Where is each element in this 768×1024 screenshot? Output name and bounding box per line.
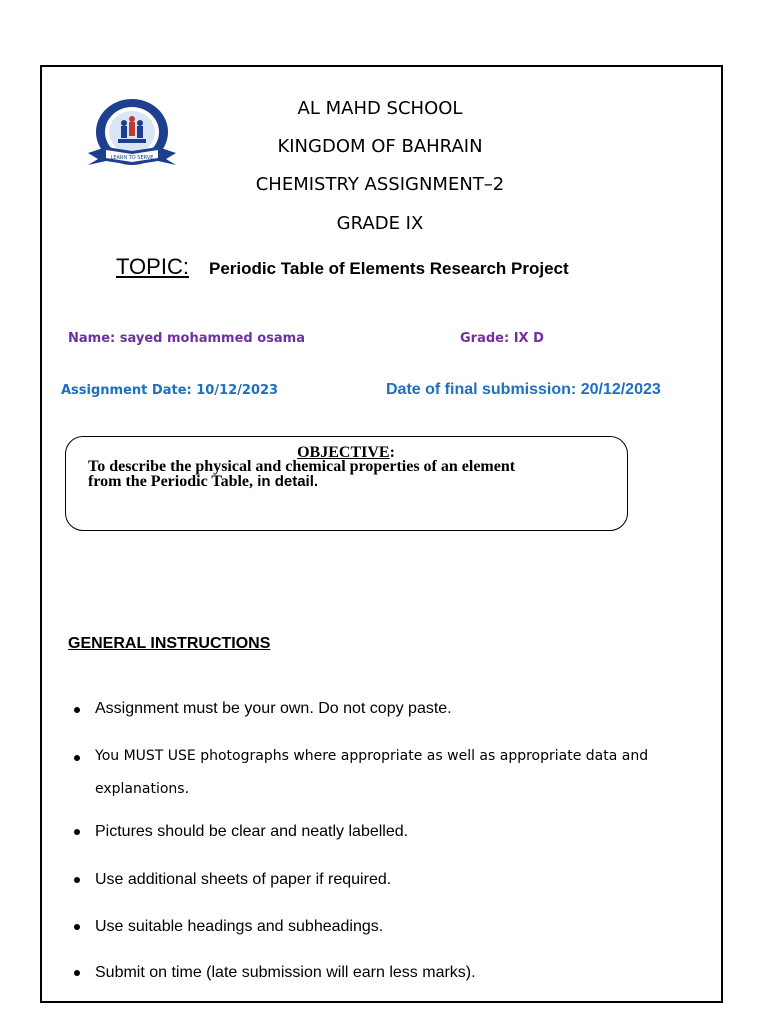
instruction-item: You MUST USE photographs where appropriate as well as appropriate data and	[95, 748, 649, 764]
bullet-icon	[74, 829, 80, 835]
instructions-heading: GENERAL INSTRUCTIONS	[68, 635, 271, 652]
bullet-icon	[74, 924, 80, 930]
logo-ribbon-text: LEARN TO SERVE	[110, 155, 154, 161]
school-logo	[82, 95, 182, 173]
objective-line-1: To describe the physical and chemical properties of an element	[88, 458, 516, 475]
instruction-item: Use suitable headings and subheadings.	[95, 918, 384, 935]
assignment-title: CHEMISTRY ASSIGNMENT–2	[255, 174, 505, 195]
objective-title-colon: :	[389, 444, 395, 461]
bullet-icon	[74, 755, 80, 761]
bullet-icon	[74, 707, 80, 713]
instruction-item-continued: explanations.	[95, 781, 190, 797]
assignment-date: Assignment Date: 10/12/2023	[61, 383, 279, 398]
instruction-item: Pictures should be clear and neatly labelled.	[95, 823, 409, 840]
topic-text: Periodic Table of Elements Research Project	[209, 259, 569, 278]
final-submission-date: Date of final submission: 20/12/2023	[386, 381, 661, 398]
objective-line-2	[88, 474, 318, 490]
student-name: Name: sayed mohammed osama	[68, 331, 305, 346]
objective-title-text: OBJECTIVE	[297, 444, 390, 461]
school-name: AL MAHD SCHOOL	[297, 98, 463, 119]
objective-line-2-start: from the Periodic Table,	[88, 473, 254, 490]
objective-line-2-end: in detail.	[253, 473, 319, 490]
bullet-icon	[74, 877, 80, 883]
instruction-item: Use additional sheets of paper if required.	[95, 871, 392, 888]
page-border	[40, 65, 723, 1003]
bullet-icon	[74, 970, 80, 976]
instruction-item: Assignment must be your own. Do not copy paste.	[95, 700, 452, 717]
school-country: KINGDOM OF BAHRAIN	[277, 136, 483, 157]
student-grade: Grade: IX D	[460, 331, 544, 346]
topic-label: TOPIC:	[116, 254, 189, 279]
grade-title: GRADE IX	[336, 213, 424, 234]
instruction-item: Submit on time (late submission will earn less marks).	[95, 964, 476, 981]
